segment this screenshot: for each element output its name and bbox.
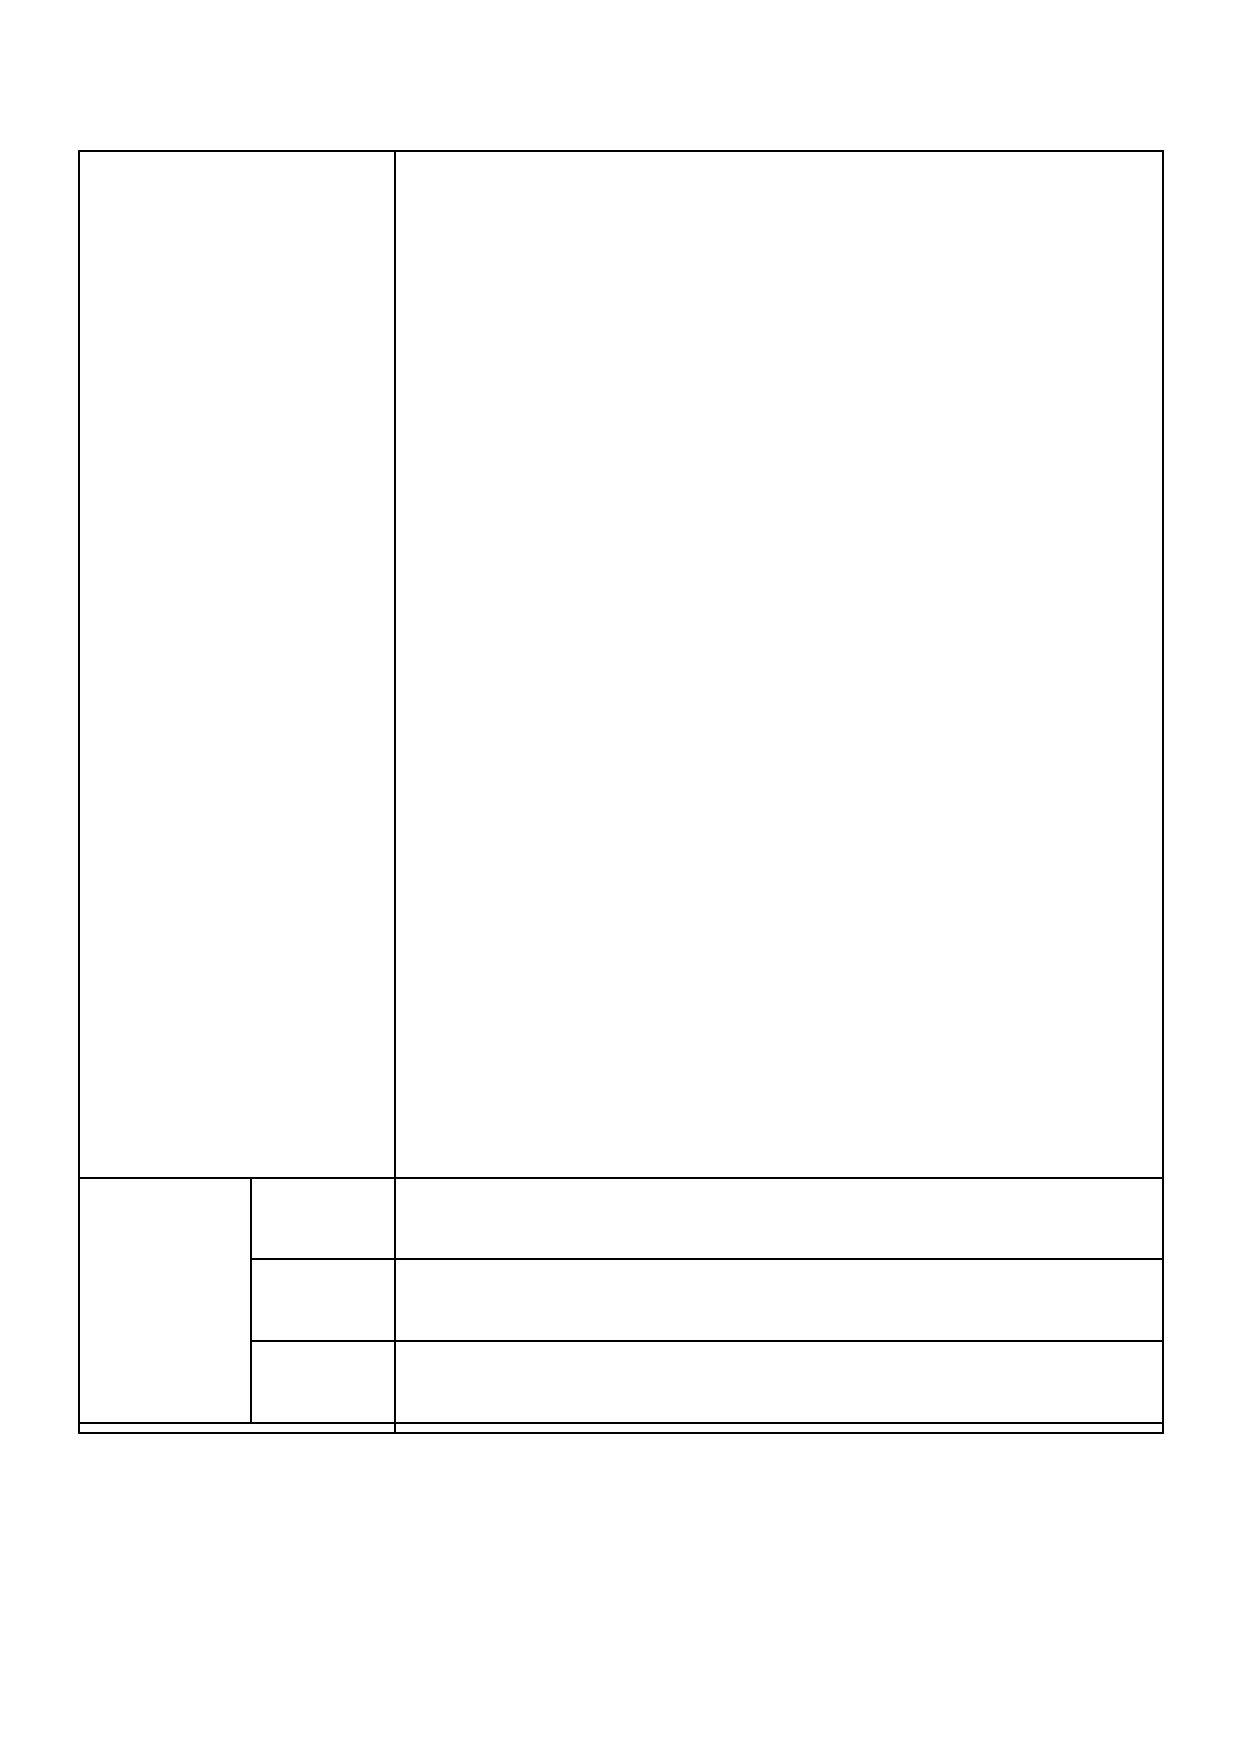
empty-left-cell	[79, 151, 395, 1178]
tuition-label	[251, 1178, 395, 1259]
accommodation-value	[395, 1259, 1163, 1341]
exam-fee-value	[395, 1341, 1163, 1423]
aid-row	[79, 1423, 1163, 1433]
aid-text-cell	[395, 1423, 1163, 1433]
admission-rules-row	[79, 151, 1163, 1178]
aid-section-title	[79, 1423, 395, 1433]
aid-text	[396, 1424, 1162, 1432]
admission-brochure-table	[78, 150, 1164, 1434]
admission-rules-content	[396, 152, 1162, 164]
admission-rules-cell	[395, 151, 1163, 1178]
tuition-value-cell	[395, 1178, 1163, 1259]
fees-section-title	[79, 1178, 251, 1423]
exam-fee-label	[251, 1341, 395, 1423]
accommodation-label	[251, 1259, 395, 1341]
tuition-row	[79, 1178, 1163, 1259]
